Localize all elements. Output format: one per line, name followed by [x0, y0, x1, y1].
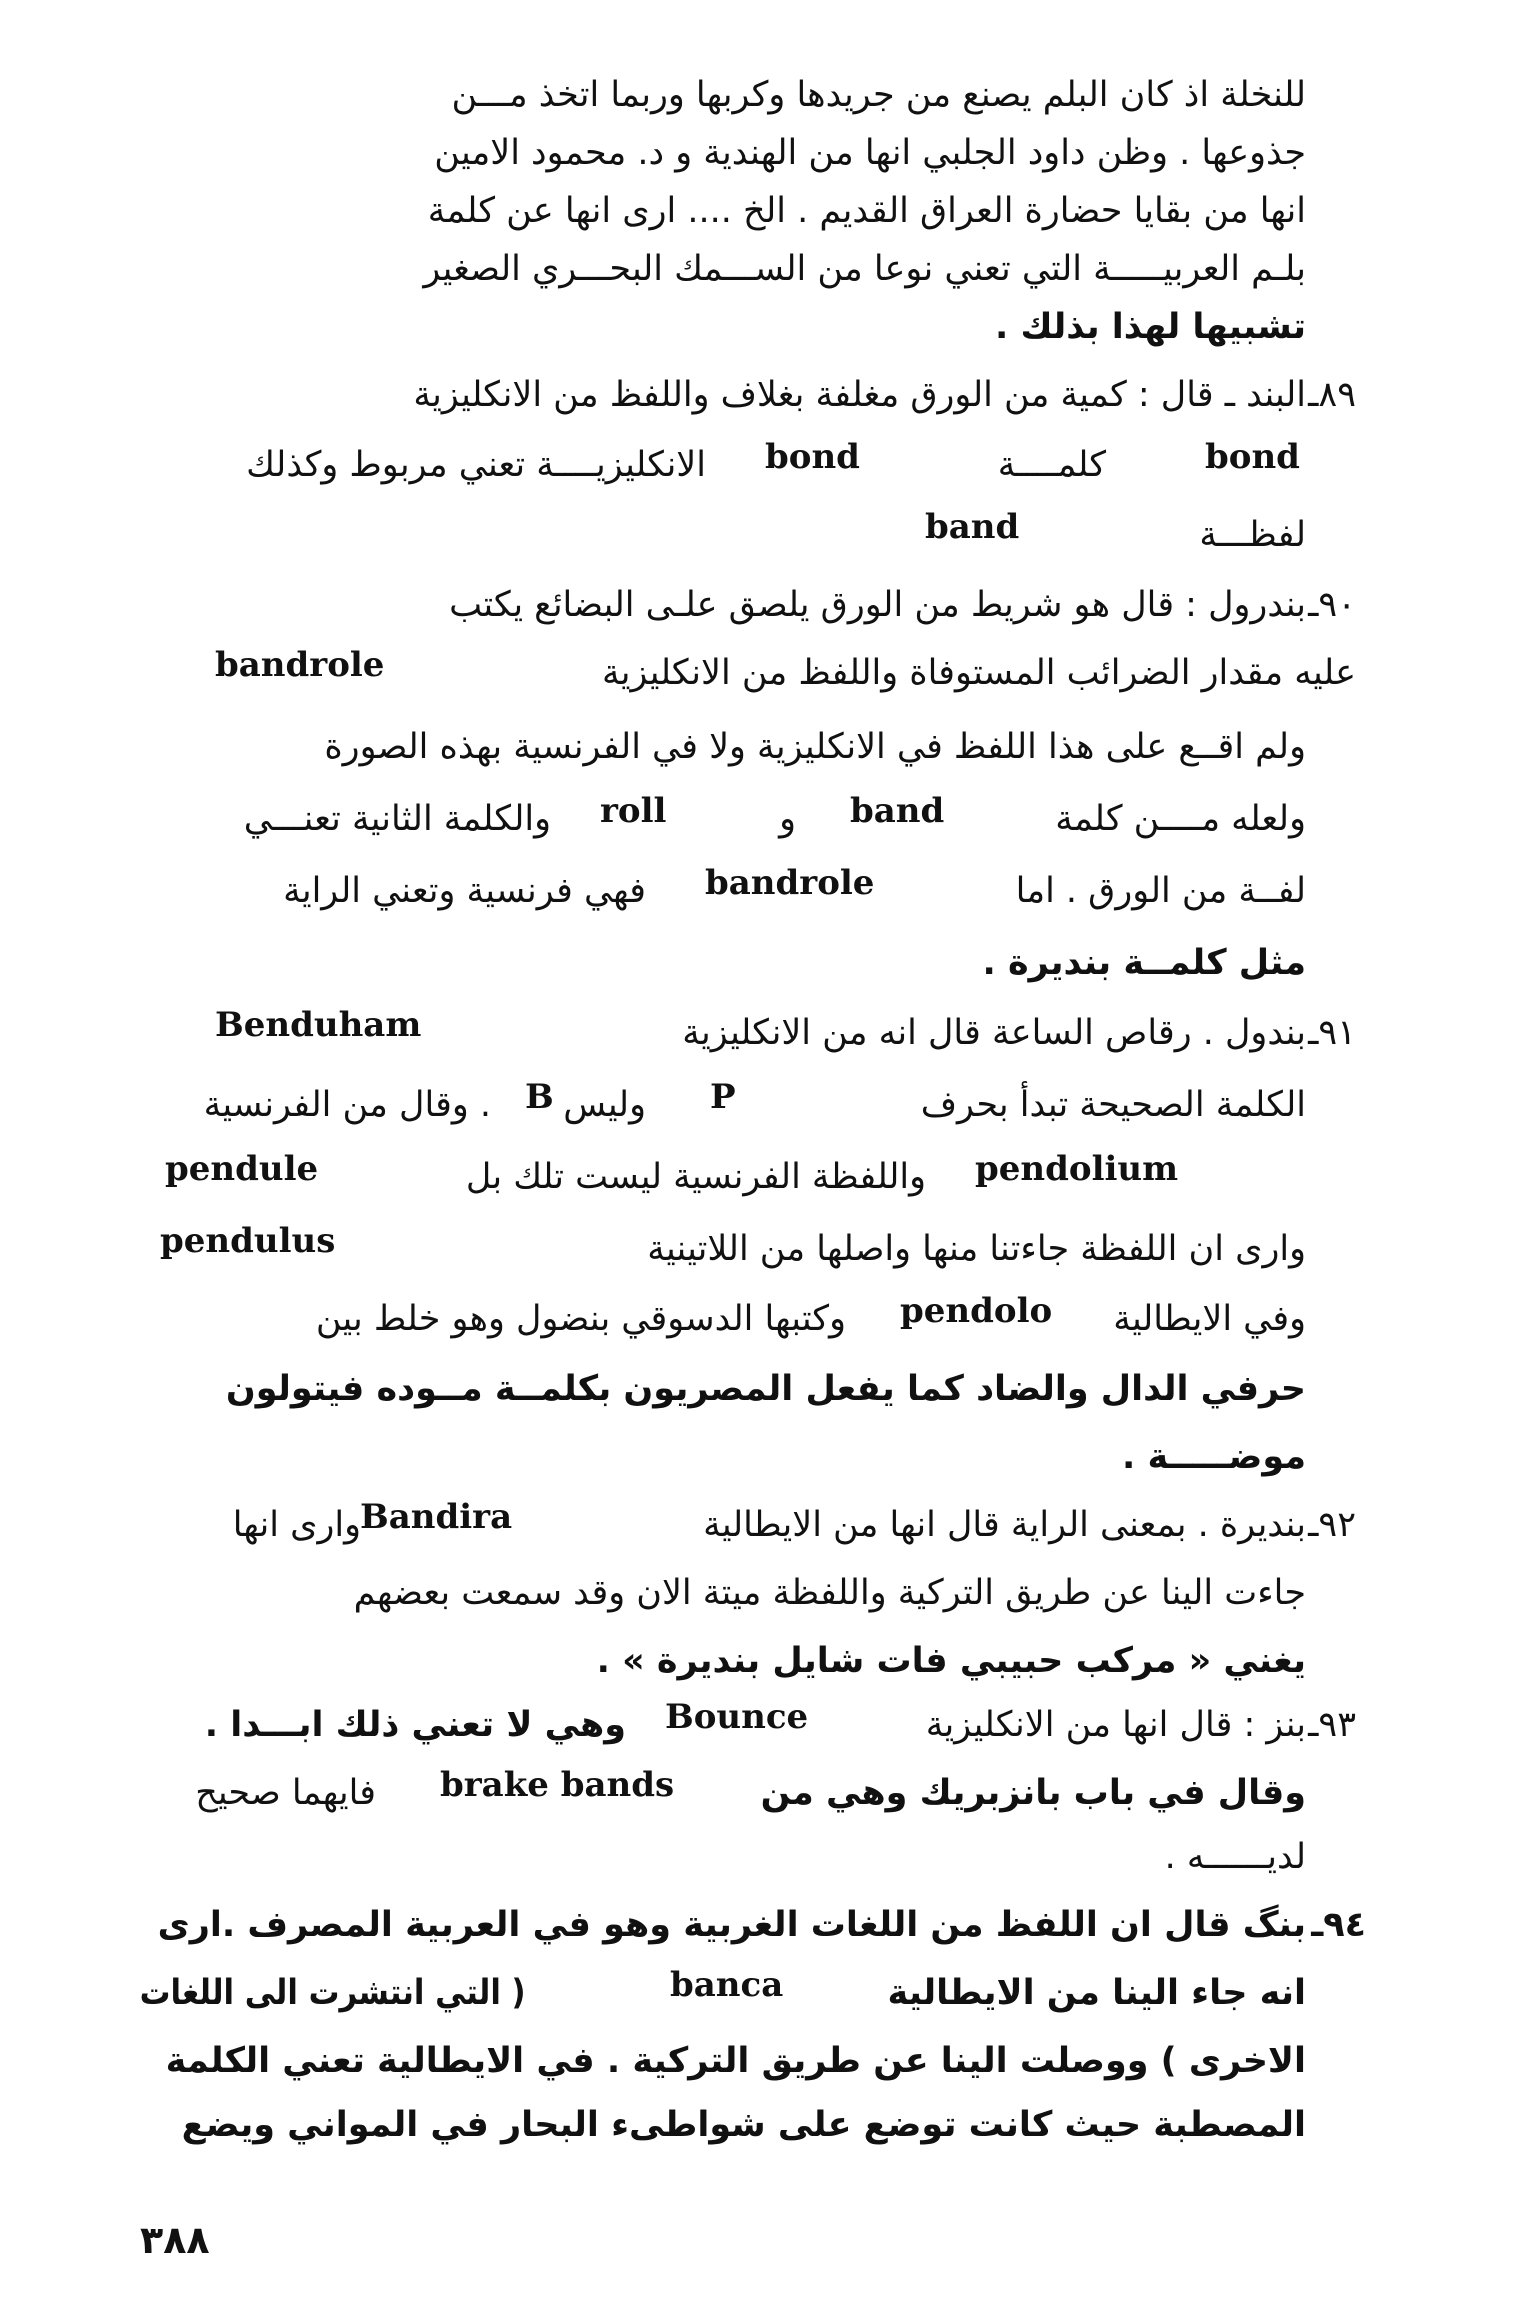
entry-number: ٩٠ـ [1308, 585, 1356, 625]
text-line: ولعله مــــن كلمة [1055, 799, 1306, 839]
latin-term: band [850, 791, 945, 831]
text-line: . وقال من الفرنسية [203, 1085, 491, 1125]
latin-term: bandrole [705, 863, 875, 903]
text-line: البند ـ قال : كمية من الورق مغلفة بغلاف واللفظ من الانكليزية [413, 375, 1306, 415]
latin-term: band [925, 507, 1020, 547]
text-line: يغني « مركب حبيبي فات شايل بنديرة » . [596, 1641, 1306, 1681]
text-line: المصطبة حيث كانت توضع على شواطىء البحار في المواني ويضع [181, 2105, 1306, 2145]
text-line: انه جاء الينا من الايطالية [887, 1973, 1306, 2013]
latin-term: banca [670, 1965, 784, 2005]
text-line: بندرول : قال هو شريط من الورق يلصق علـى البضائع يكتب [449, 585, 1306, 625]
text-line: الانكليزيــــة تعني مربوط وكذلك [246, 445, 706, 485]
latin-term: pendule [165, 1149, 319, 1189]
text-line: كلمــــة [997, 445, 1106, 485]
page-number: ٣٨٨ [140, 2218, 210, 2262]
latin-term: P [710, 1077, 736, 1117]
text-line: فايهما صحيح [195, 1773, 376, 1813]
text-line: الكلمة الصحيحة تبدأ بحرف [920, 1085, 1306, 1125]
latin-term: brake bands [440, 1765, 675, 1805]
latin-term: B [525, 1077, 554, 1117]
latin-term: Bandira [360, 1497, 513, 1537]
text-line: لديــــــه . [1164, 1837, 1306, 1877]
text-line: وارى ان اللفظة جاءتنا منها واصلها من اللاتينية [647, 1229, 1306, 1269]
latin-term: Bounce [665, 1697, 809, 1737]
text-line: فهي فرنسية وتعني الراية [283, 871, 646, 911]
text-line: للنخلة اذ كان البلم يصنع من جريدها وكربها وربما اتخذ مـــن [451, 75, 1306, 115]
text-line: حرفي الدال والضاد كما يفعل المصريون بكلمــة مــوده فيتولون [225, 1369, 1306, 1409]
text-line: وليس [563, 1085, 646, 1125]
entry-number: ٩٣ـ [1308, 1705, 1356, 1745]
text-line: الاخرى ) ووصلت الينا عن طريق التركية . في الايطالية تعني الكلمة [165, 2041, 1306, 2081]
text-line: جاءت الينا عن طريق التركية واللفظة ميتة الان وقد سمعت بعضهم [353, 1573, 1306, 1613]
text-line: بلـم العربيـــــة التي تعني نوعا من الســـمك البحـــري الصغير [423, 249, 1306, 289]
entry-number: ٩٢ـ [1308, 1505, 1356, 1545]
text-line: لفظـــة [1199, 515, 1306, 555]
text-line: وكتبها الدسوقي بنضول وهو خلط بين [315, 1299, 846, 1339]
text-line: ولم اقــع على هذا اللفظ في الانكليزية ولا في الفرنسية بهذه الصورة [324, 727, 1306, 767]
entry-number: ٨٩ـ [1308, 375, 1356, 415]
text-line: تشبيها لهذا بذلك . [995, 307, 1306, 347]
text-line: والكلمة الثانية تعنـــي [243, 799, 551, 839]
latin-term: roll [600, 791, 667, 831]
text-line: واللفظة الفرنسية ليست تلك بل [465, 1157, 926, 1197]
entry-number: ٩٤ـ [1311, 1905, 1366, 1945]
text-line: انها من بقايا حضارة العراق القديم . الخ .... ارى انها عن كلمة [427, 191, 1306, 231]
text-line: وهي لا تعني ذلك ابـــدا . [204, 1705, 626, 1745]
text-line: جذوعها . وظن داود الجلبي انها من الهندية و د. محمود الامين [434, 133, 1306, 173]
text-line: عليه مقدار الضرائب المستوفاة واللفظ من الانكليزية [601, 653, 1356, 693]
latin-term: Benduham [215, 1005, 422, 1045]
text-line: وفي الايطالية [1113, 1299, 1306, 1339]
text-line: ( التي انتشرت الى اللغات [140, 1973, 526, 2013]
text-line: موضـــــة . [1122, 1437, 1306, 1477]
entry-number: ٩١ـ [1308, 1013, 1356, 1053]
text-line: وقال في باب بانزبريك وهي من [760, 1773, 1306, 1813]
latin-term: pendolo [900, 1291, 1053, 1331]
text-line: بنز : قال انها من الانكليزية [925, 1705, 1306, 1745]
latin-term: pendolium [975, 1149, 1179, 1189]
text-line: مثل كلمــة بنديرة . [982, 943, 1306, 983]
latin-term: bond [1205, 437, 1300, 477]
latin-term: pendulus [160, 1221, 336, 1261]
text-line: بنديرة . بمعنى الراية قال انها من الايطالية [703, 1505, 1306, 1545]
text-line: و [779, 799, 796, 839]
text-line: بندول . رقاص الساعة قال انه من الانكليزية [682, 1013, 1306, 1053]
text-line: وارى انها [232, 1505, 361, 1545]
latin-term: bandrole [215, 645, 385, 685]
text-line: بنگ قال ان اللفظ من اللغات الغربية وهو في العربية المصرف .ارى [157, 1905, 1306, 1945]
text-line: لفــة من الورق . اما [1015, 871, 1306, 911]
latin-term: bond [765, 437, 860, 477]
